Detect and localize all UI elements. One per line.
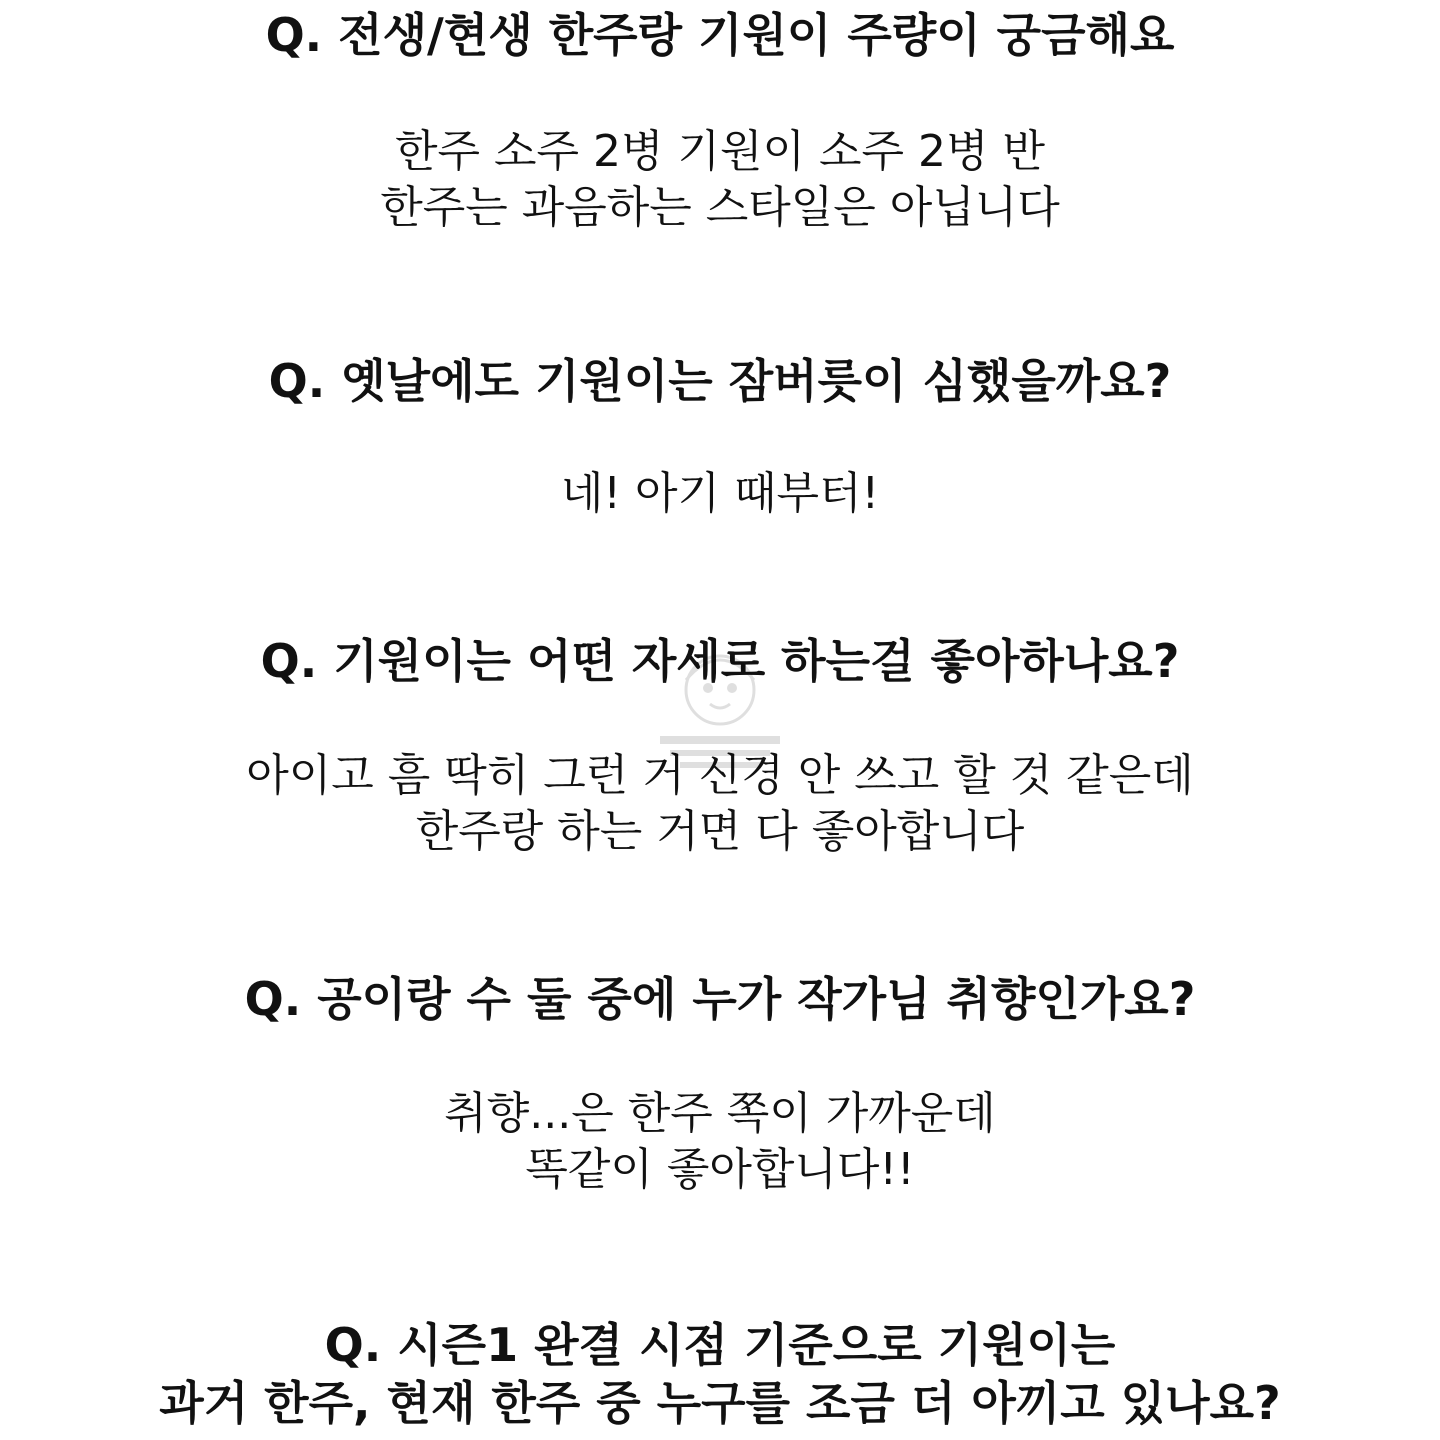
answer-line: 똑같이 좋아합니다!! <box>525 1144 915 1195</box>
answer-2 <box>0 466 1440 522</box>
answer-1 <box>0 124 1440 236</box>
answer-3 <box>0 748 1440 860</box>
question-1 <box>0 6 1440 64</box>
question-line: Q. 옛날에도 기원이는 잠버릇이 심했을까요? <box>268 354 1172 408</box>
answer-line: 네! 아기 때부터! <box>560 468 880 519</box>
question-3 <box>0 632 1440 690</box>
question-2 <box>0 352 1440 410</box>
answer-line: 취향...은 한주 쪽이 가까운데 <box>444 1088 996 1139</box>
answer-line: 아이고 흠 딱히 그런 거 신경 안 쓰고 할 것 같은데 <box>246 750 1194 801</box>
answer-line: 한주는 과음하는 스타일은 아닙니다 <box>380 182 1060 233</box>
answer-line: 한주 소주 2병 기원이 소주 2병 반 <box>395 126 1045 177</box>
question-line: Q. 시즌1 완결 시점 기준으로 기원이는 <box>324 1318 1116 1372</box>
question-line: Q. 공이랑 수 둘 중에 누가 작가님 취향인가요? <box>244 972 1196 1026</box>
answer-4 <box>0 1086 1440 1198</box>
answer-line: 한주랑 하는 거면 다 좋아합니다 <box>415 806 1025 857</box>
question-line: Q. 기원이는 어떤 자세로 하는걸 좋아하나요? <box>260 634 1180 688</box>
question-line: 과거 한주, 현재 한주 중 누구를 조금 더 아끼고 있나요? <box>159 1376 1281 1430</box>
question-4 <box>0 970 1440 1028</box>
question-line: Q. 전생/현생 한주랑 기원이 주량이 궁금해요 <box>265 8 1175 62</box>
question-5 <box>0 1316 1440 1432</box>
